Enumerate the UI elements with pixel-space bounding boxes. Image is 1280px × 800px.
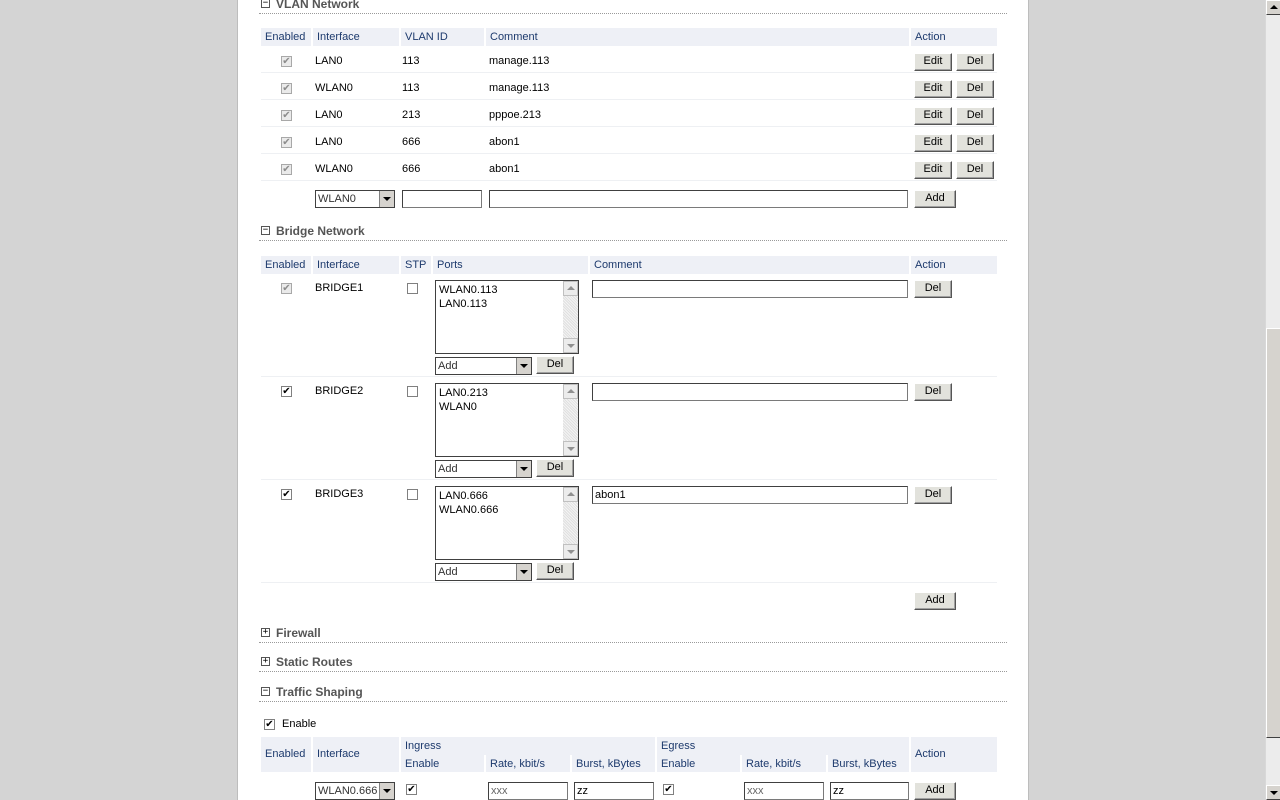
vlan-row-del-button[interactable]: Del bbox=[956, 80, 994, 98]
bridge-row-add-port-select[interactable] bbox=[435, 460, 532, 478]
col-interface: Interface bbox=[313, 256, 401, 274]
col-action: Action bbox=[915, 748, 946, 760]
bridge-row-interface: BRIDGE2 bbox=[315, 385, 364, 397]
vlan-new-interface-value: WLAN0 bbox=[318, 193, 356, 205]
listbox-scrollbar[interactable] bbox=[563, 487, 578, 559]
scroll-down-arrow-icon[interactable] bbox=[563, 441, 578, 456]
bridge-row-enabled-checkbox[interactable]: ✔ bbox=[282, 489, 291, 500]
vlan-row-del-button[interactable]: Del bbox=[956, 161, 994, 179]
col-egress-burst: Burst, kBytes bbox=[828, 755, 911, 772]
scroll-up-arrow-icon[interactable] bbox=[563, 281, 578, 296]
vlan-row-del-button[interactable]: Del bbox=[956, 53, 994, 71]
collapse-icon[interactable]: − bbox=[262, 0, 269, 8]
traffic-section-header[interactable] bbox=[259, 685, 1007, 702]
listbox-scrollbar[interactable] bbox=[563, 281, 578, 353]
vlan-table-header bbox=[261, 28, 997, 46]
vlan-section-header[interactable] bbox=[259, 0, 1007, 14]
bridge-row-ports-listbox[interactable] bbox=[435, 280, 579, 354]
add-port-select-value: Add bbox=[438, 463, 458, 475]
static-routes-section-header[interactable] bbox=[259, 655, 1007, 672]
vlan-add-button[interactable]: Add bbox=[914, 190, 956, 208]
col-egress-enable: Enable bbox=[657, 755, 742, 772]
add-port-select-value: Add bbox=[438, 360, 458, 372]
col-ingress-enable: Enable bbox=[401, 755, 486, 772]
vlan-new-id-input[interactable] bbox=[402, 190, 482, 208]
vlan-row-edit-button[interactable]: Edit bbox=[914, 134, 952, 152]
scroll-up-arrow-icon[interactable] bbox=[563, 384, 578, 399]
row-divider bbox=[261, 376, 997, 377]
bridge-row-stp-checkbox[interactable] bbox=[407, 386, 418, 397]
bridge-row-comment-input[interactable] bbox=[592, 280, 908, 298]
vlan-row-interface: WLAN0 bbox=[315, 82, 353, 94]
vlan-row-enabled-checkbox[interactable]: ✔ bbox=[282, 164, 291, 175]
bridge-row-enabled-checkbox[interactable]: ✔ bbox=[282, 386, 291, 397]
bridge-row-del-button[interactable]: Del bbox=[914, 486, 952, 504]
chevron-down-icon[interactable] bbox=[516, 461, 531, 477]
vlan-row-id: 666 bbox=[402, 163, 421, 175]
vlan-row-comment: manage.113 bbox=[489, 55, 550, 67]
scrollbar-track[interactable] bbox=[563, 296, 578, 338]
page-scrollbar[interactable] bbox=[1265, 0, 1280, 800]
traffic-enable-label: Enable bbox=[282, 718, 317, 730]
vlan-row-interface: LAN0 bbox=[315, 136, 343, 148]
traffic-egress-enable-checkbox[interactable]: ✔ bbox=[664, 784, 673, 795]
col-egress-rate: Rate, kbit/s bbox=[742, 755, 828, 772]
vlan-section-title: VLAN Network bbox=[276, 0, 360, 11]
vlan-row-edit-button[interactable]: Edit bbox=[914, 107, 952, 125]
chevron-down-icon[interactable] bbox=[379, 783, 394, 799]
vlan-row-interface: LAN0 bbox=[315, 109, 343, 121]
vlan-row-edit-button[interactable]: Edit bbox=[914, 80, 952, 98]
vlan-new-interface-select[interactable] bbox=[315, 190, 395, 208]
col-enabled: Enabled bbox=[261, 737, 313, 772]
col-ingress-rate: Rate, kbit/s bbox=[486, 755, 572, 772]
vlan-row-enabled-checkbox[interactable]: ✔ bbox=[282, 110, 291, 121]
col-interface: Interface bbox=[313, 737, 401, 772]
bridge-row-interface: BRIDGE1 bbox=[315, 282, 364, 294]
listbox-scrollbar[interactable] bbox=[563, 384, 578, 456]
port-list-item[interactable]: LAN0.666 bbox=[439, 490, 488, 502]
col-stp: STP bbox=[401, 256, 433, 274]
row-divider bbox=[261, 582, 997, 583]
traffic-add-button[interactable]: Add bbox=[914, 782, 956, 800]
port-list-item[interactable]: LAN0.113 bbox=[439, 298, 488, 310]
scroll-up-arrow-icon[interactable] bbox=[1266, 0, 1280, 15]
traffic-ingress-burst-input[interactable]: zz bbox=[574, 782, 654, 800]
col-egress: Egress bbox=[657, 737, 911, 755]
bridge-section-title: Bridge Network bbox=[276, 224, 365, 238]
traffic-table-header bbox=[261, 737, 997, 772]
bridge-row-stp-checkbox[interactable] bbox=[407, 489, 418, 500]
port-list-item[interactable]: LAN0.213 bbox=[439, 387, 488, 399]
vlan-row-del-button[interactable]: Del bbox=[956, 134, 994, 152]
port-list-item[interactable]: WLAN0 bbox=[439, 401, 477, 413]
col-enabled: Enabled bbox=[261, 256, 313, 274]
bridge-row-del-port-button[interactable]: Del bbox=[536, 459, 574, 477]
vlan-row-comment: abon1 bbox=[489, 163, 520, 175]
traffic-section-title: Traffic Shaping bbox=[276, 685, 363, 699]
bridge-table-header bbox=[261, 256, 997, 274]
config-page bbox=[237, 0, 1029, 800]
row-divider bbox=[261, 99, 997, 100]
traffic-ingress-enable-checkbox[interactable]: ✔ bbox=[407, 784, 416, 795]
expand-icon[interactable]: + bbox=[262, 656, 269, 666]
expand-icon[interactable]: + bbox=[262, 627, 269, 637]
traffic-new-interface-value: WLAN0.666 bbox=[318, 785, 378, 797]
col-ingress-burst: Burst, kBytes bbox=[572, 755, 657, 772]
port-list-item[interactable]: WLAN0.113 bbox=[439, 284, 498, 296]
traffic-egress-rate-input[interactable]: xxx bbox=[744, 782, 824, 800]
vlan-row-comment: pppoe.213 bbox=[489, 109, 541, 121]
vlan-row-id: 113 bbox=[402, 55, 420, 67]
bridge-row-enabled-checkbox[interactable]: ✔ bbox=[282, 283, 291, 294]
col-comment: Comment bbox=[590, 256, 911, 274]
traffic-ingress-rate-input[interactable]: xxx bbox=[488, 782, 568, 800]
bridge-row-comment-input[interactable]: abon1 bbox=[592, 486, 908, 504]
vlan-row-del-button[interactable]: Del bbox=[956, 107, 994, 125]
port-list-item[interactable]: WLAN0.666 bbox=[439, 504, 499, 516]
row-divider bbox=[261, 479, 997, 480]
vlan-row-comment: manage.113 bbox=[489, 82, 550, 94]
collapse-icon[interactable]: − bbox=[262, 225, 269, 235]
col-enabled: Enabled bbox=[261, 28, 313, 46]
scrollbar-track[interactable] bbox=[563, 502, 578, 544]
collapse-icon[interactable]: − bbox=[262, 686, 269, 696]
scroll-up-arrow-icon[interactable] bbox=[563, 487, 578, 502]
bridge-add-button[interactable]: Add bbox=[914, 592, 956, 610]
bridge-row-del-port-button[interactable]: Del bbox=[536, 562, 574, 580]
vlan-row-id: 666 bbox=[402, 136, 421, 148]
bridge-row-stp-checkbox[interactable] bbox=[407, 283, 418, 294]
vlan-new-comment-input[interactable] bbox=[489, 190, 908, 208]
col-action: Action bbox=[915, 31, 946, 43]
row-divider bbox=[261, 180, 997, 181]
vlan-row-enabled-checkbox[interactable]: ✔ bbox=[282, 56, 291, 67]
traffic-enable-checkbox[interactable]: ✔ bbox=[265, 719, 274, 730]
scrollbar-thumb[interactable] bbox=[1266, 328, 1280, 738]
bridge-row-del-port-button[interactable]: Del bbox=[536, 356, 574, 374]
bridge-row-interface: BRIDGE3 bbox=[315, 488, 364, 500]
vlan-row-interface: WLAN0 bbox=[315, 163, 353, 175]
vlan-row-enabled-checkbox[interactable]: ✔ bbox=[282, 83, 291, 94]
bridge-row-ports-listbox[interactable] bbox=[435, 486, 579, 560]
vlan-row-edit-button[interactable]: Edit bbox=[914, 53, 952, 71]
vlan-row-comment: abon1 bbox=[489, 136, 520, 148]
chevron-down-icon[interactable] bbox=[516, 358, 531, 374]
traffic-egress-burst-input[interactable]: zz bbox=[830, 782, 909, 800]
vlan-row-enabled-checkbox[interactable]: ✔ bbox=[282, 137, 291, 148]
static-routes-section-title: Static Routes bbox=[276, 655, 353, 669]
row-divider bbox=[261, 72, 997, 73]
col-vlan-id: VLAN ID bbox=[401, 28, 486, 46]
chevron-down-icon[interactable] bbox=[516, 564, 531, 580]
chevron-down-icon[interactable] bbox=[379, 191, 394, 207]
bridge-row-add-port-select[interactable] bbox=[435, 563, 532, 581]
vlan-row-id: 113 bbox=[402, 82, 420, 94]
vlan-row-interface: LAN0 bbox=[315, 55, 343, 67]
row-divider bbox=[261, 126, 997, 127]
scroll-down-arrow-icon[interactable] bbox=[1266, 785, 1280, 800]
bridge-row-ports-listbox[interactable] bbox=[435, 383, 579, 457]
traffic-new-interface-select[interactable] bbox=[315, 782, 395, 800]
col-ports: Ports bbox=[433, 256, 590, 274]
bridge-row-del-button[interactable]: Del bbox=[914, 280, 952, 298]
bridge-row-comment-input[interactable] bbox=[592, 383, 908, 401]
scrollbar-track[interactable] bbox=[563, 399, 578, 441]
row-divider bbox=[261, 153, 997, 154]
col-ingress: Ingress bbox=[401, 737, 657, 755]
col-action: Action bbox=[915, 259, 946, 271]
col-interface: Interface bbox=[313, 28, 401, 46]
firewall-section-header[interactable] bbox=[259, 626, 1007, 643]
firewall-section-title: Firewall bbox=[276, 626, 321, 640]
bridge-row-del-button[interactable]: Del bbox=[914, 383, 952, 401]
add-port-select-value: Add bbox=[438, 566, 458, 578]
vlan-row-edit-button[interactable]: Edit bbox=[914, 161, 952, 179]
vlan-row-id: 213 bbox=[402, 109, 421, 121]
scroll-down-arrow-icon[interactable] bbox=[563, 338, 578, 353]
col-comment: Comment bbox=[486, 28, 911, 46]
bridge-section-header[interactable] bbox=[259, 224, 1007, 241]
scroll-down-arrow-icon[interactable] bbox=[563, 544, 578, 559]
bridge-row-add-port-select[interactable] bbox=[435, 357, 532, 375]
